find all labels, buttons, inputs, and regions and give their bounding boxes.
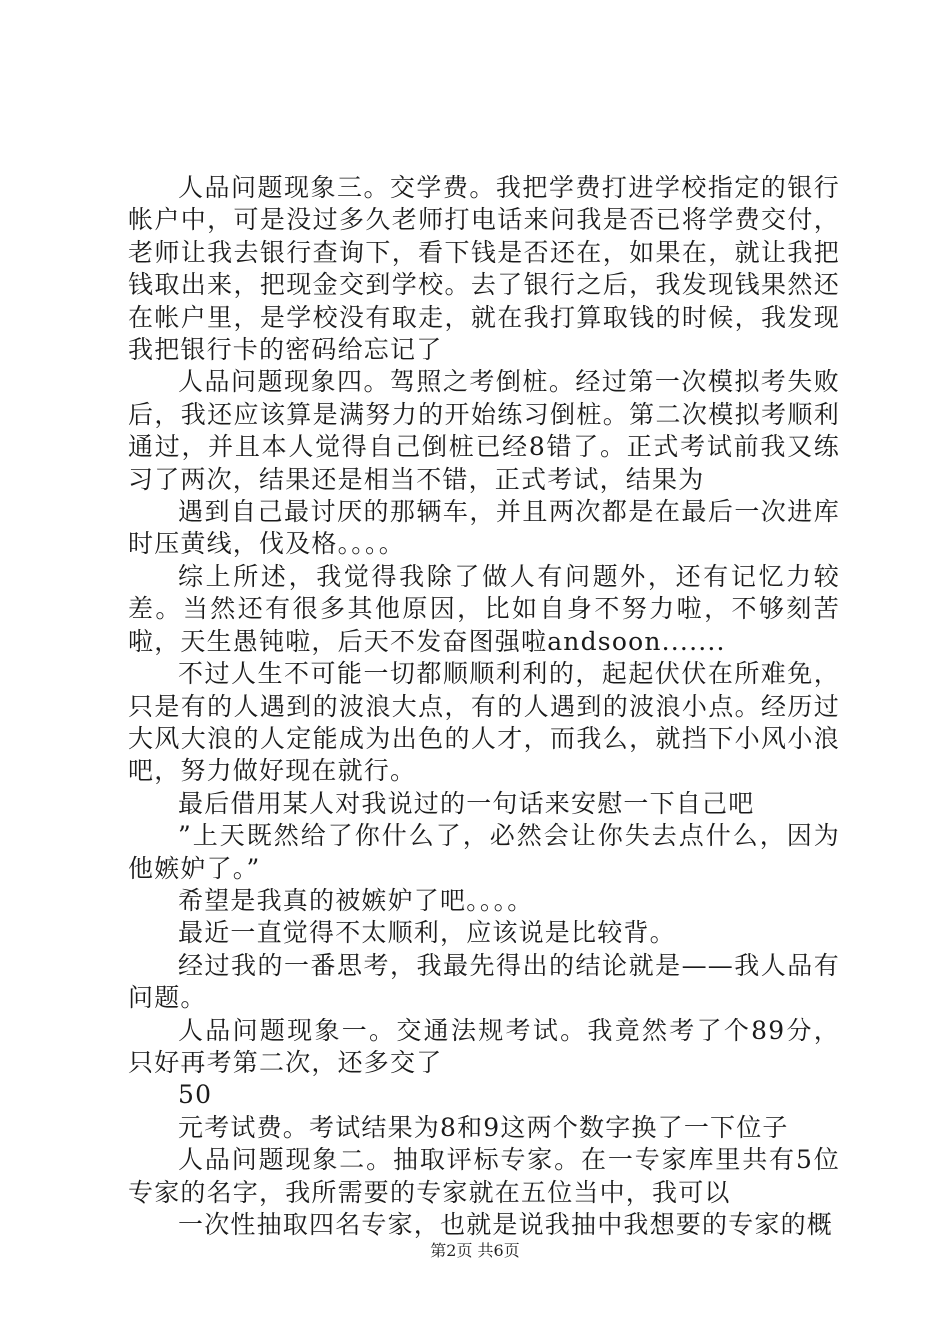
- paragraph: ”上天既然给了你什么了，必然会让你失去点什么，因为他嫉妒了。”: [128, 821, 840, 883]
- paragraph: 经过我的一番思考，我最先得出的结论就是——我人品有问题。: [128, 950, 840, 1013]
- paragraph: 人品问题现象四。驾照之考倒桩。经过第一次模拟考失败后，我还应该算是满努力的开始练习倒桩。第二次模拟考顺利通过，并且本人觉得自己倒桩已经8错了。正式考试前我又练习了两次，结果还是相当不错，正式考试，结果为: [128, 367, 840, 494]
- paragraph: 元考试费。考试结果为8和9这两个数字换了一下位子: [178, 1112, 789, 1142]
- paragraph: 遇到自己最讨厌的那辆车，并且两次都是在最后一次进库时压黄线，伐及格。。。。: [128, 497, 840, 559]
- paragraph: 人品问题现象二。抽取评标专家。在一专家库里共有5位专家的名字，我所需要的专家就在五位当中，我可以: [128, 1145, 840, 1207]
- paragraph: 50: [178, 1080, 213, 1110]
- paragraph: 最后借用某人对我说过的一句话来安慰一下自己吧: [178, 788, 755, 818]
- paragraph: 人品问题现象一。交通法规考试。我竟然考了个89分，只好再考第二次，还多交了: [128, 1015, 840, 1077]
- paragraph: 最近一直觉得不太顺利，应该说是比较背。: [178, 918, 676, 948]
- paragraph: 不过人生不可能一切都顺顺利利的，起起伏伏在所难免，只是有的人遇到的波浪大点，有的人遇到的波浪小点。经历过大风大浪的人定能成为出色的人才，而我么，就挡下小风小浪吧，努力做好现在就行。: [128, 659, 840, 786]
- paragraph: 人品问题现象三。交学费。我把学费打进学校指定的银行帐户中，可是没过多久老师打电话来问我是否已将学费交付，老师让我去银行查询下，看下钱是否还在，如果在，就让我把钱取出来，把现金交到学校。去了银行之后，我发现钱果然还在帐户里，是学校没有取走，就在我打算取钱的时候，我发现我把银行卡的密码给忘记了: [128, 173, 840, 365]
- paragraph: 综上所述，我觉得我除了做人有问题外，还有记忆力较差。当然还有很多其他原因，比如自身不努力啦，不够刻苦啦，天生愚钝啦，后天不发奋图强啦andsoon.......: [128, 561, 840, 656]
- paragraph: 希望是我真的被嫉妒了吧。。。。: [178, 885, 534, 915]
- paragraph: 一次性抽取四名专家，也就是说我抽中我想要的专家的概: [178, 1210, 834, 1239]
- page-number-footer: 第2页 共6页: [430, 1241, 520, 1260]
- document-body: [128, 172, 840, 1241]
